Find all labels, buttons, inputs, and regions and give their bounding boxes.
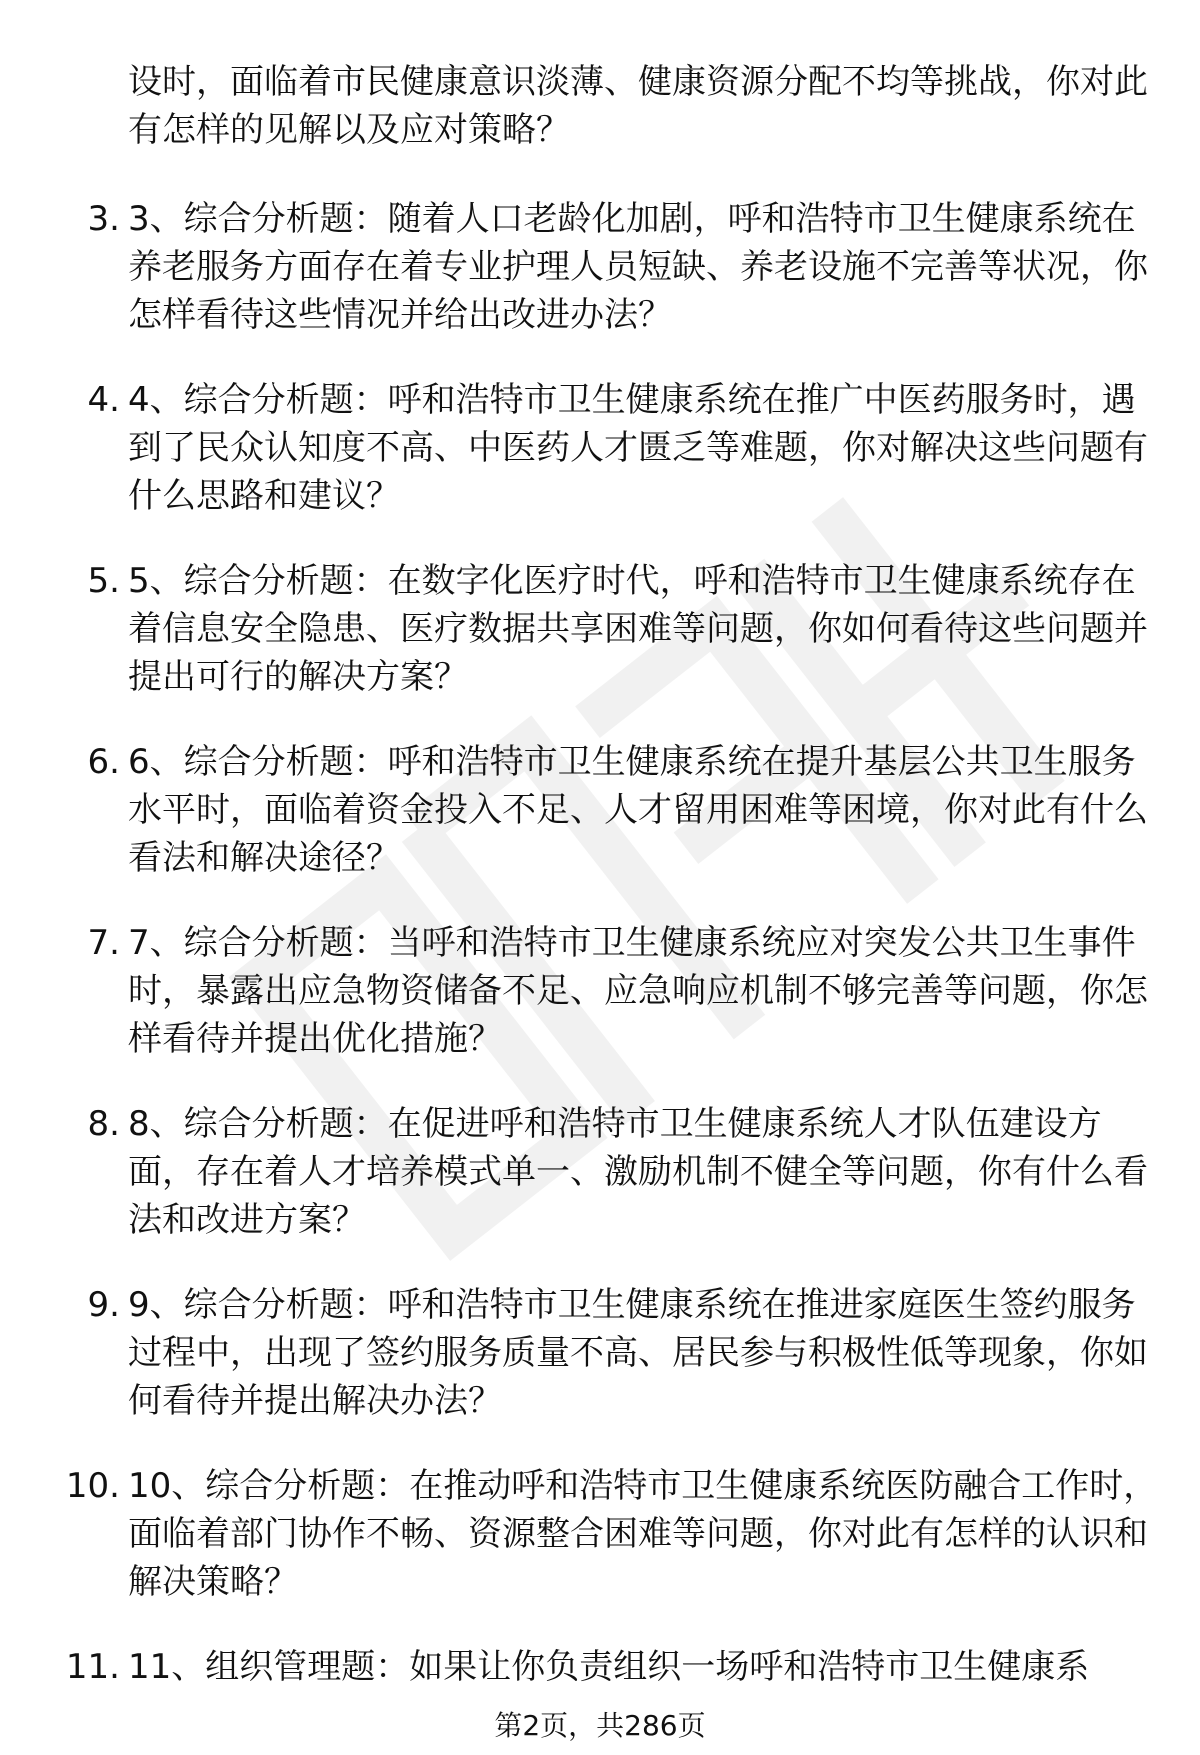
question-item: [0, 1100, 1200, 1244]
question-number: 7.: [87, 923, 120, 963]
question-text: 3、综合分析题：随着人口老龄化加剧，呼和浩特市卫生健康系统在养老服务方面存在着专业护理人员短缺、养老设施不完善等状况，你怎样看待这些情况并给出改进办法？: [128, 199, 1148, 335]
question-text: 5、综合分析题：在数字化医疗时代，呼和浩特市卫生健康系统存在着信息安全隐患、医疗数据共享困难等问题，你如何看待这些问题并提出可行的解决方案？: [128, 561, 1148, 697]
question-number: 8.: [87, 1104, 120, 1144]
question-item: [0, 195, 1200, 339]
question-text: 4、综合分析题：呼和浩特市卫生健康系统在推广中医药服务时，遇到了民众认知度不高、中医药人才匮乏等难题，你对解决这些问题有什么思路和建议？: [128, 380, 1148, 516]
question-number: 10.: [65, 1466, 120, 1506]
question-item: [0, 919, 1200, 1063]
question-number: 9.: [87, 1285, 120, 1325]
question-list: [0, 195, 1200, 1728]
question-text: 10、综合分析题：在推动呼和浩特市卫生健康系统医防融合工作时，面临着部门协作不畅、资源整合困难等问题，你对此有怎样的认识和解决策略？: [128, 1466, 1158, 1602]
question-item: [0, 557, 1200, 701]
question-number: 4.: [87, 380, 120, 420]
question-item: [0, 376, 1200, 520]
question-text: 8、综合分析题：在促进呼和浩特市卫生健康系统人才队伍建设方面，存在着人才培养模式单一、激励机制不健全等问题，你有什么看法和改进方案？: [128, 1104, 1148, 1240]
question-number: 11.: [65, 1647, 120, 1687]
question-item: [0, 1643, 1200, 1691]
question-text: 11、组织管理题：如果让你负责组织一场呼和浩特市卫生健康系: [128, 1647, 1090, 1687]
page-footer: 第2页，共286页: [494, 1709, 706, 1742]
continuation-paragraph: 设时，面临着市民健康意识淡薄、健康资源分配不均等挑战，你对此有怎样的见解以及应对策略？: [128, 62, 1148, 150]
question-item: [0, 1462, 1200, 1606]
question-number: 6.: [87, 742, 120, 782]
question-item: [0, 1281, 1200, 1425]
question-text: 7、综合分析题：当呼和浩特市卫生健康系统应对突发公共卫生事件时，暴露出应急物资储备不足、应急响应机制不够完善等问题，你怎样看待并提出优化措施？: [128, 923, 1148, 1059]
question-number: 5.: [87, 561, 120, 601]
question-number: 3.: [87, 199, 120, 239]
question-item: [0, 738, 1200, 882]
question-text: 6、综合分析题：呼和浩特市卫生健康系统在提升基层公共卫生服务水平时，面临着资金投入不足、人才留用困难等困境，你对此有什么看法和解决途径？: [128, 742, 1148, 878]
question-text: 9、综合分析题：呼和浩特市卫生健康系统在推进家庭医生签约服务过程中，出现了签约服务质量不高、居民参与积极性低等现象，你如何看待并提出解决办法？: [128, 1285, 1148, 1421]
